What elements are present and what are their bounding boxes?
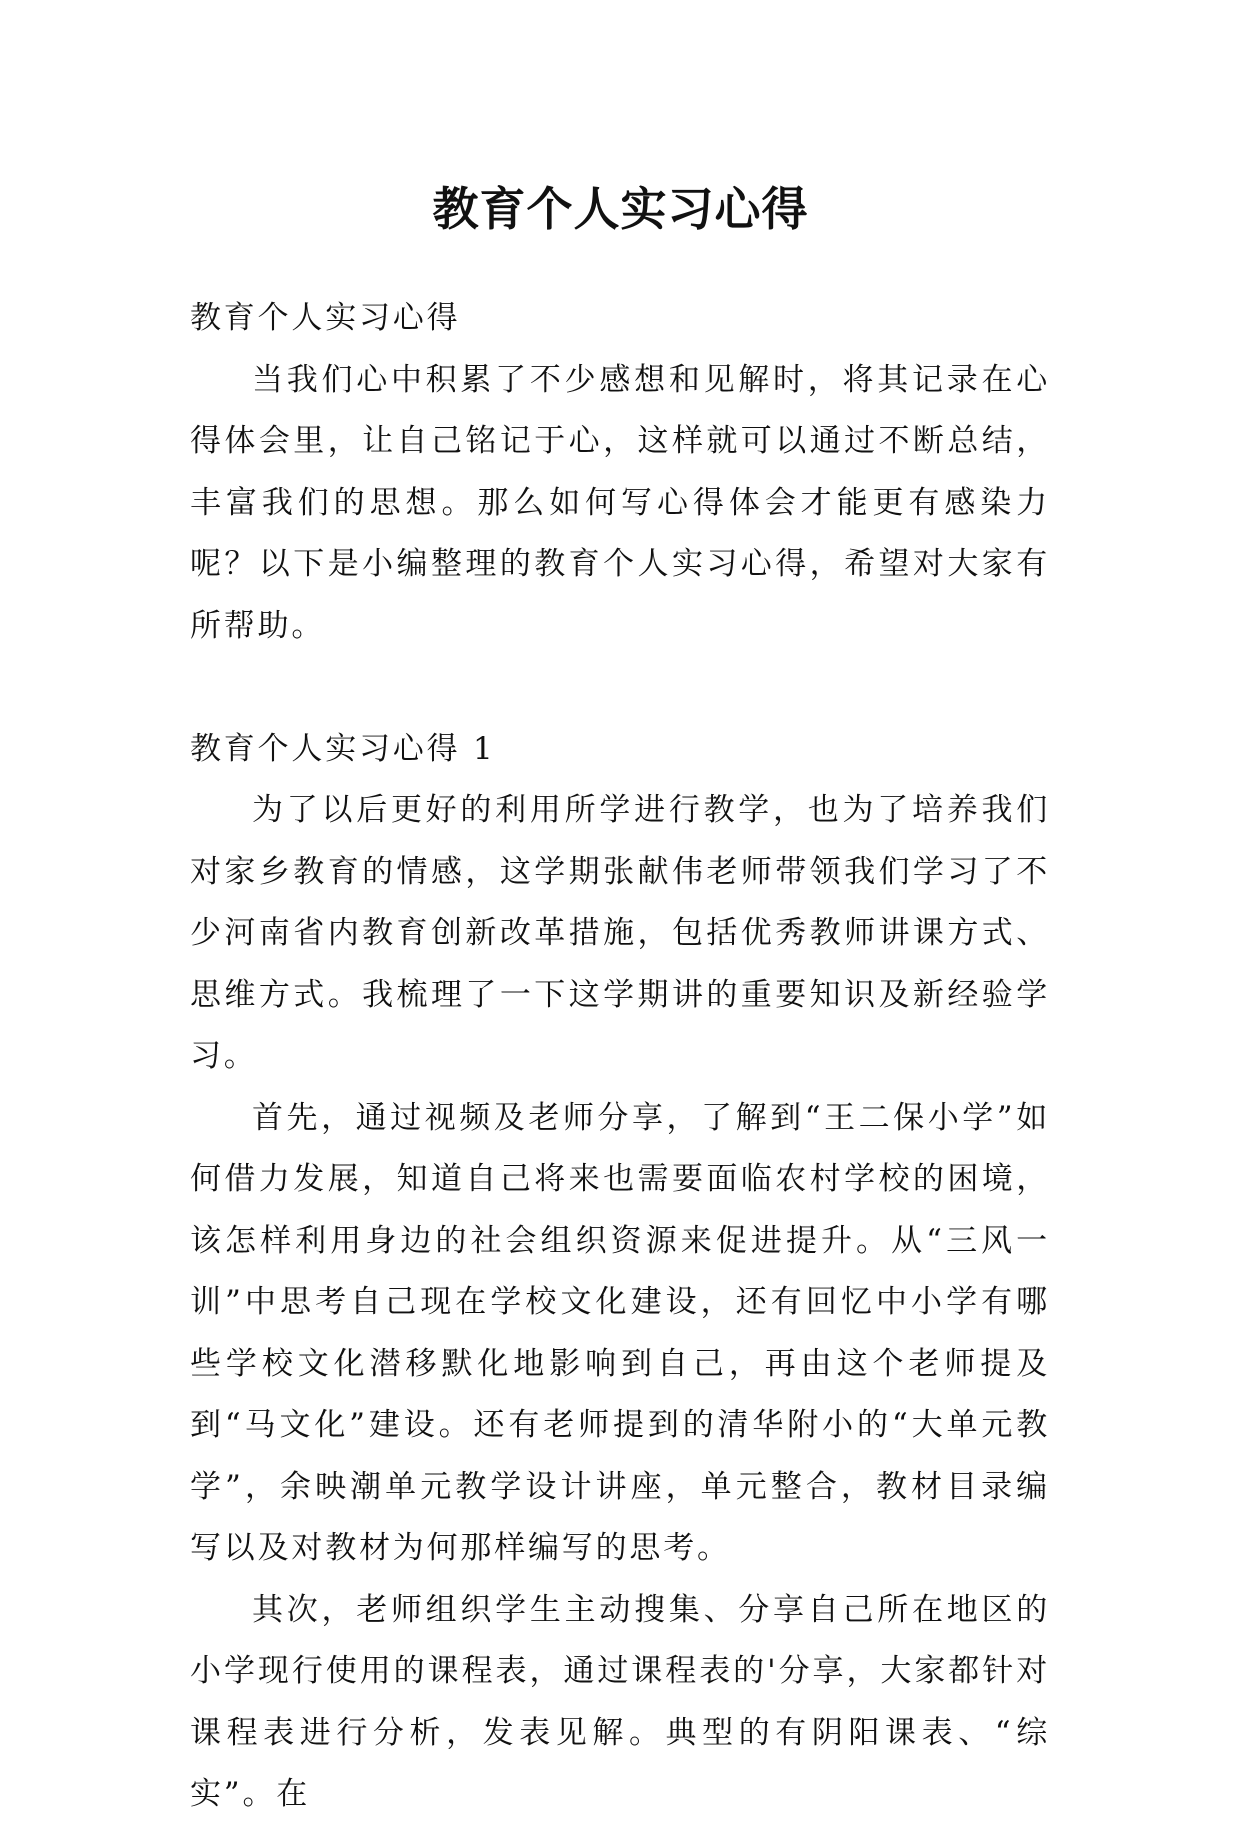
section-1-paragraph-2: 首先，通过视频及老师分享，了解到“王二保小学”如何借力发展，知道自己将来也需要面临农村学校的困境，该怎样利用身边的社会组织资源来促进提升。从“三风一训”中思考自己现在学校文化建设，还有回忆中小学有哪些学校文化潜移默化地影响到自己，再由这个老师提及到“马文化”建设。还有老师提到的清华附小的“大单元教学”，余映潮单元教学设计讲座，单元整合，教材目录编写以及对教材为何那样编写的思考。 xyxy=(190,1099,1050,1566)
section-1-heading: 教育个人实习心得 1 xyxy=(190,730,496,767)
section-1-paragraph-1: 为了以后更好的利用所学进行教学，也为了培养我们对家乡教育的情感，这学期张献伟老师带领我们学习了不少河南省内教育创新改革措施，包括优秀教师讲课方式、思维方式。我梳理了一下这学期讲的重要知识及新经验学习。 xyxy=(190,792,1050,1074)
intro-paragraph: 当我们心中积累了不少感想和见解时，将其记录在心得体会里，让自己铭记于心，这样就可以通过不断总结，丰富我们的思想。那么如何写心得体会才能更有感染力呢？以下是小编整理的教育个人实习心得，希望对大家有所帮助。 xyxy=(190,361,1050,644)
document-body xyxy=(190,288,1050,1826)
section-spacer xyxy=(190,657,1050,719)
document-title: 教育个人实习心得 xyxy=(432,181,809,236)
section-1-paragraph-3: 其次，老师组织学生主动搜集、分享自己所在地区的小学现行使用的课程表，通过课程表的'分享，大家都针对课程表进行分析，发表见解。典型的有阴阳课表、“综实”。在 xyxy=(190,1591,1050,1812)
intro-heading: 教育个人实习心得 xyxy=(190,300,461,336)
